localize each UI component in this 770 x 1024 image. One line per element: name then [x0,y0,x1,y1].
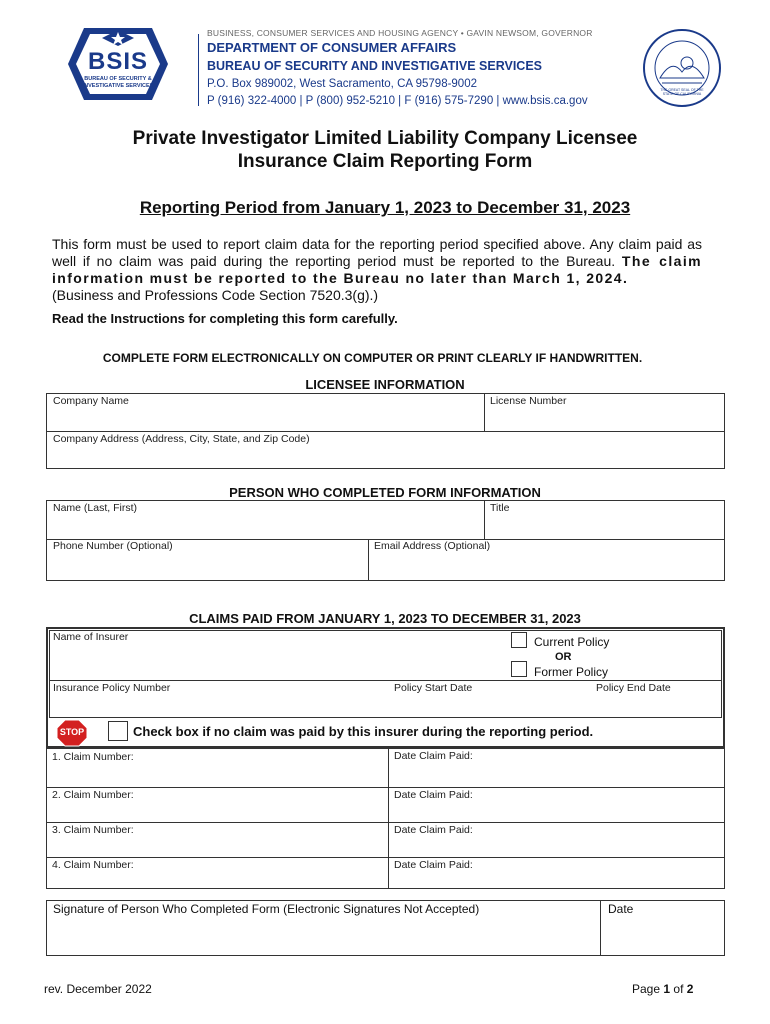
claim-date-label: Date Claim Paid: [394,859,473,871]
name-label: Name (Last, First) [53,502,138,514]
page-prefix: Page [632,982,661,996]
no-claim-checkbox[interactable] [108,721,128,741]
stop-label: STOP [59,727,85,737]
signature-date-field[interactable] [601,901,724,955]
claim-number-field[interactable] [47,788,387,821]
page-current: 1 [663,982,671,996]
email-field[interactable] [369,540,724,580]
phone-field[interactable] [47,540,367,580]
title-field[interactable] [485,501,724,538]
reporting-period: Reporting Period from January 1, 2023 to December 31, 2023 [139,198,631,217]
intro-code: (Business and Professions Code Section 7520.3(g).) [52,287,379,303]
or-label: OR [555,651,572,663]
form-title-line2: Insurance Claim Reporting Form [237,151,533,172]
phone-label: Phone Number (Optional) [53,540,173,552]
company-address-field[interactable] [47,432,724,468]
claim-date-field[interactable] [389,823,724,856]
company-name-field[interactable] [47,394,483,430]
page-separator: of [673,982,684,996]
claim-number-field[interactable] [47,823,387,856]
person-heading: PERSON WHO COMPLETED FORM INFORMATION [229,485,541,500]
read-instructions: Read the Instructions for completing this form carefully. [52,311,398,326]
page-total: 2 [686,982,694,996]
logo-subtitle: BUREAU OF SECURITY & INVESTIGATIVE SERVICES [82,76,154,89]
policy-number-label: Insurance Policy Number [53,682,171,694]
claim-date-label: Date Claim Paid: [394,824,473,836]
bureau-contact: P (916) 322-4000 | P (800) 952-5210 | F (916) 575-7290 | www.bsis.ca.gov [207,95,588,107]
policy-number-field[interactable] [50,681,390,717]
former-policy-label: Former Policy [534,665,609,679]
former-policy-checkbox[interactable] [511,661,527,677]
licensee-heading: LICENSEE INFORMATION [305,377,465,392]
claim-date-field[interactable] [389,749,724,786]
signature-label: Signature of Person Who Completed Form (Electronic Signatures Not Accepted) [53,902,480,916]
claim-number-field[interactable] [47,749,387,786]
claim-number-field[interactable] [47,858,387,888]
license-number-label: License Number [490,395,567,407]
complete-instruction: COMPLETE FORM ELECTRONICALLY ON COMPUTER OR PRINT CLEARLY IF HANDWRITTEN. [102,351,643,365]
company-name-label: Company Name [53,395,129,407]
name-field[interactable] [47,501,483,538]
intro-text: This form must be used to report claim data for the reporting period specified above. Any claim paid as well if no claim was paid during the reporting period must be reported to the Bureau. [52,236,702,269]
bsis-logo [62,24,174,104]
intro-deadline: The claim information must be reported to the Bureau no later than March 1, 2024. [52,253,702,286]
claim-number-label: 4. Claim Number: [52,859,134,871]
policy-start-field[interactable] [390,681,590,717]
agency-line: BUSINESS, CONSUMER SERVICES AND HOUSING AGENCY • GAVIN NEWSOM, GOVERNOR [207,28,593,38]
claim-date-label: Date Claim Paid: [394,750,473,762]
claim-number-label: 1. Claim Number: [52,751,134,763]
page-number [632,982,693,996]
claim-date-label: Date Claim Paid: [394,789,473,801]
title-label: Title [490,502,510,514]
stop-sign-icon [56,719,88,747]
current-policy-label: Current Policy [534,635,610,649]
header-divider [198,34,199,106]
state-seal [642,28,722,108]
revision-date: rev. December 2022 [44,982,152,996]
claims-heading: CLAIMS PAID FROM JANUARY 1, 2023 TO DECEMBER 31, 2023 [189,611,581,626]
signature-field[interactable] [47,901,599,955]
no-claim-label: Check box if no claim was paid by this insurer during the reporting period. [133,724,594,739]
claim-number-label: 3. Claim Number: [52,824,134,836]
claim-date-field[interactable] [389,858,724,888]
department-name: DEPARTMENT OF CONSUMER AFFAIRS [207,40,457,55]
email-label: Email Address (Optional) [374,540,491,552]
insurer-name-field[interactable] [50,631,505,679]
bureau-name: BUREAU OF SECURITY AND INVESTIGATIVE SERVICES [207,59,543,73]
logo-text: BSIS [87,48,148,75]
claim-number-label: 2. Claim Number: [52,789,134,801]
policy-end-field[interactable] [590,681,721,717]
seal-text: THE GREAT SEAL OF THE STATE OF CALIFORNIA [660,88,704,96]
company-address-label: Company Address (Address, City, State, and Zip Code) [53,433,310,445]
insurer-name-label: Name of Insurer [53,631,129,643]
claim-date-field[interactable] [389,788,724,821]
policy-end-label: Policy End Date [596,682,671,694]
policy-start-label: Policy Start Date [394,682,473,694]
intro-paragraph [52,236,702,304]
current-policy-checkbox[interactable] [511,632,527,648]
form-title-line1: Private Investigator Limited Liability Company Licensee [132,128,638,149]
signature-date-label: Date [608,902,634,916]
bureau-address: P.O. Box 989002, West Sacramento, CA 95798-9002 [207,78,477,90]
license-number-field[interactable] [485,394,724,430]
